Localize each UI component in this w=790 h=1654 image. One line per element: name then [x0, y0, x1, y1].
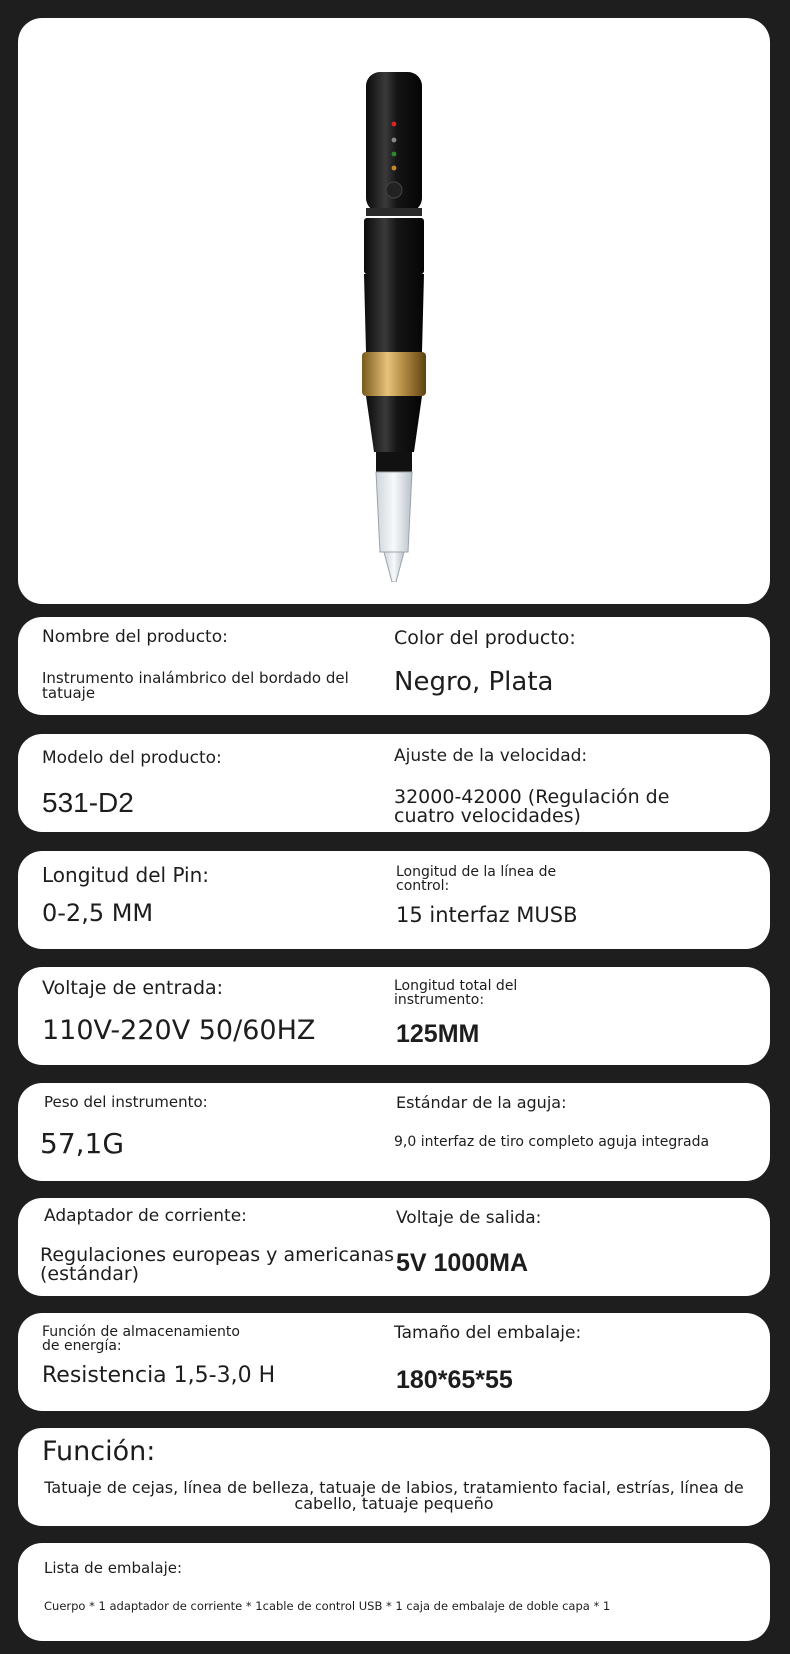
packing-card	[18, 1543, 770, 1641]
product-color-label: Color del producto:	[394, 627, 576, 649]
power-adapter-label: Adaptador de corriente:	[44, 1206, 247, 1226]
output-voltage-value: 5V 1000MA	[396, 1249, 529, 1277]
spec-row-6	[18, 1198, 770, 1296]
energy-storage-label: Función de almacenamiento de energía:	[42, 1324, 240, 1354]
speed-value: 32000-42000 (Regulación de cuatro velocidades)	[394, 786, 670, 827]
speed-label: Ajuste de la velocidad:	[394, 746, 588, 766]
control-line-value: 15 interfaz MUSB	[396, 903, 578, 927]
function-card	[18, 1428, 770, 1526]
spec-row-7	[18, 1313, 770, 1411]
product-image-card	[18, 18, 770, 604]
spec-row-1	[18, 617, 770, 715]
needle-standard-label: Estándar de la aguja:	[396, 1093, 567, 1112]
control-line-label: Longitud de la línea de control:	[396, 864, 557, 894]
spec-row-4	[18, 967, 770, 1065]
spec-row-2	[18, 734, 770, 832]
model-value: 531-D2	[42, 787, 134, 818]
weight-value: 57,1G	[40, 1127, 125, 1160]
product-name-label: Nombre del producto:	[42, 627, 228, 647]
spec-row-3	[18, 851, 770, 949]
package-size-value: 180*65*55	[396, 1366, 513, 1394]
product-name-value: Instrumento inalámbrico del bordado del tatuaje	[42, 669, 349, 702]
tattoo-pen-icon	[344, 52, 444, 582]
function-title: Función:	[42, 1436, 156, 1467]
output-voltage-label: Voltaje de salida:	[396, 1208, 542, 1228]
product-color-value: Negro, Plata	[394, 667, 554, 697]
packing-text: Cuerpo * 1 adaptador de corriente * 1cable de control USB * 1 caja de embalaje de doble capa * 1	[44, 1599, 611, 1613]
total-length-value: 125MM	[396, 1020, 480, 1048]
input-voltage-value: 110V-220V 50/60HZ	[42, 1015, 316, 1046]
needle-standard-value: 9,0 interfaz de tiro completo aguja integrada	[394, 1134, 710, 1150]
spec-row-5	[18, 1083, 770, 1181]
input-voltage-label: Voltaje de entrada:	[42, 977, 224, 999]
weight-label: Peso del instrumento:	[44, 1093, 208, 1111]
power-adapter-value: Regulaciones europeas y americanas (estándar)	[40, 1244, 395, 1285]
packing-title: Lista de embalaje:	[44, 1559, 183, 1577]
energy-storage-value: Resistencia 1,5-3,0 H	[42, 1363, 276, 1388]
total-length-label: Longitud total del instrumento:	[394, 978, 518, 1008]
pin-length-label: Longitud del Pin:	[42, 863, 210, 887]
package-size-label: Tamaño del embalaje:	[394, 1323, 582, 1343]
model-label: Modelo del producto:	[42, 748, 222, 768]
function-text: Tatuaje de cejas, línea de belleza, tatuaje de labios, tratamiento facial, estrías, línea de cabello, tatuaje pequeño	[44, 1478, 744, 1513]
pin-length-value: 0-2,5 MM	[42, 899, 154, 927]
